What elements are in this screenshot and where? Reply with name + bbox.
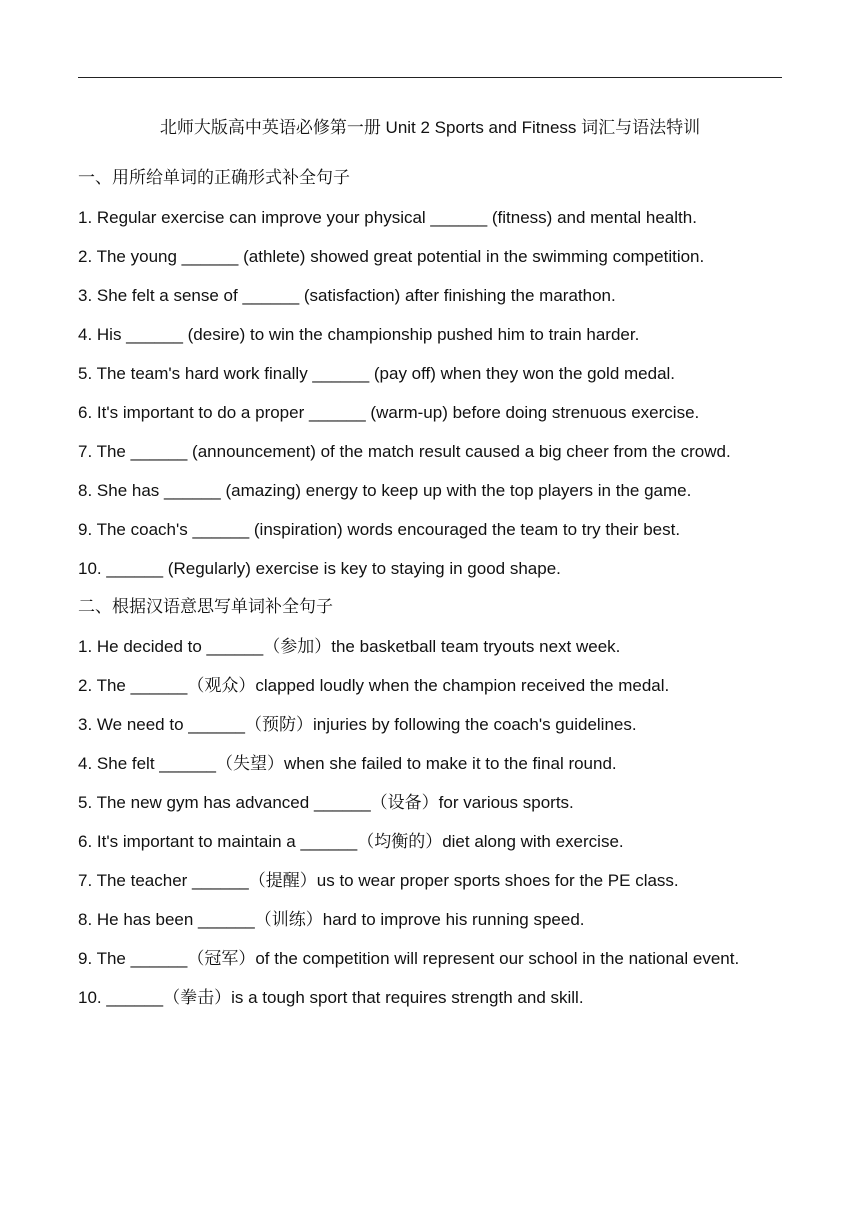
exercise-item: 4. She felt ______（失望）when she failed to make it to the final round. xyxy=(78,754,617,773)
header-rule xyxy=(78,77,782,78)
exercise-item: 9. The ______（冠军）of the competition will represent our school in the national event. xyxy=(78,949,740,968)
exercise-item: 8. She has ______ (amazing) energy to keep up with the top players in the game. xyxy=(78,481,692,500)
exercise-item: 6. It's important to do a proper ______ (warm-up) before doing strenuous exercise. xyxy=(78,403,700,422)
exercise-item: 3. She felt a sense of ______ (satisfaction) after finishing the marathon. xyxy=(78,286,616,305)
exercise-content xyxy=(78,159,784,1017)
exercise-item: 9. The coach's ______ (inspiration) words encouraged the team to try their best. xyxy=(78,520,681,539)
exercise-item: 4. His ______ (desire) to win the championship pushed him to train harder. xyxy=(78,325,640,344)
exercise-item: 5. The team's hard work finally ______ (pay off) when they won the gold medal. xyxy=(78,364,676,383)
exercise-item: 10. ______（拳击）is a tough sport that requires strength and skill. xyxy=(78,988,584,1007)
exercise-item: 2. The ______（观众）clapped loudly when the champion received the medal. xyxy=(78,676,670,695)
section-heading-2: 二、根据汉语意思写单词补全句子 xyxy=(78,597,333,617)
exercise-item: 2. The young ______ (athlete) showed great potential in the swimming competition. xyxy=(78,247,705,266)
exercise-item: 1. Regular exercise can improve your physical ______ (fitness) and mental health. xyxy=(78,208,697,227)
exercise-item: 10. ______ (Regularly) exercise is key to staying in good shape. xyxy=(78,559,561,578)
exercise-item: 6. It's important to maintain a ______（均衡的）diet along with exercise. xyxy=(78,832,624,851)
exercise-item: 7. The ______ (announcement) of the match result caused a big cheer from the crowd. xyxy=(78,442,731,461)
exercise-item: 5. The new gym has advanced ______（设备）for various sports. xyxy=(78,793,574,812)
exercise-item: 8. He has been ______（训练）hard to improve his running speed. xyxy=(78,910,585,929)
exercise-item: 1. He decided to ______（参加）the basketball team tryouts next week. xyxy=(78,637,621,656)
section-heading-1: 一、用所给单词的正确形式补全句子 xyxy=(78,168,350,188)
exercise-item: 3. We need to ______（预防）injuries by following the coach's guidelines. xyxy=(78,715,637,734)
document-title: 北师大版高中英语必修第一册 Unit 2 Sports and Fitness 词汇与语法特训 xyxy=(159,118,701,137)
exercise-item: 7. The teacher ______（提醒）us to wear proper sports shoes for the PE class. xyxy=(78,871,679,890)
